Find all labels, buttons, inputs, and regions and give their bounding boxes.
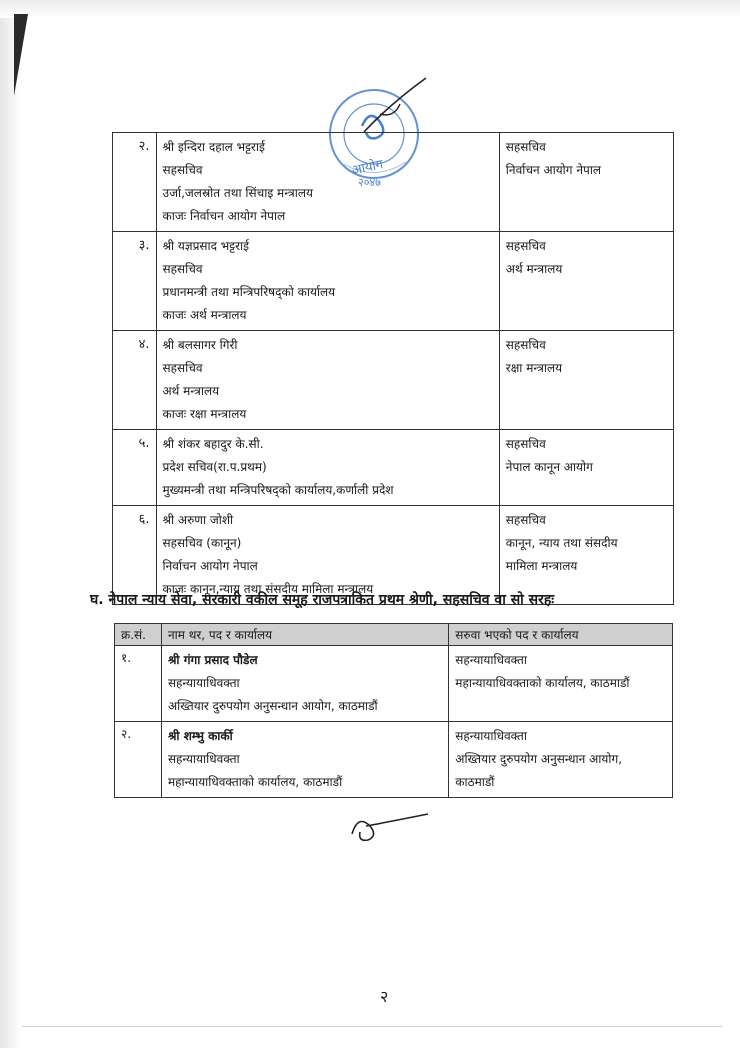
transferred-post-cell [449,722,673,798]
post-line: अर्थ मन्त्रालय [505,262,563,276]
name-post-office-cell [156,331,499,430]
detail-line: काजः कानून,न्याय तथा संसदीय मामिला मन्त्रालय [162,582,374,596]
table-body [115,646,673,798]
section-heading: घ. नेपाल न्याय सेवा, सरकारी वकील समूह राजपत्राकित प्रथम श्रेणी, सहसचिव वा सो सरहः [90,592,555,608]
detail-line: निर्वाचन आयोग नेपाल [162,559,258,573]
detail-line: काजः निर्वाचन आयोग नेपाल [162,209,286,223]
table-row [115,722,673,798]
detail-line: सहन्यायाधिवक्ता [167,676,240,690]
detail-line: प्रधानमन्त्री तथा मन्त्रिपरिषद्‌को कार्यालय [162,285,336,299]
transferred-post-cell [499,430,673,506]
page-corner-fold [14,14,28,96]
post-line: महान्यायाधिवक्ताको कार्यालय, काठमाडौं [455,676,630,690]
person-name: श्री यज्ञप्रसाद भट्टराई [162,239,250,253]
post-line: सहसचिव [505,437,546,451]
serial-number: २. [115,722,162,798]
table-row [115,646,673,722]
name-post-office-cell [156,133,499,232]
person-name: श्री शंकर बहादुर के.सी. [162,437,264,451]
detail-line: अख्तियार दुरुपयोग अनुसन्धान आयोग, काठमाडौं [167,699,378,713]
transferred-post-cell [449,646,673,722]
post-line: सहसचिव [505,239,546,253]
person-name: श्री बलसागर गिरी [162,338,238,352]
detail-line: सहन्यायाधिवक्ता [167,752,240,766]
table-row [113,331,674,430]
detail-line: सहसचिव (कानून) [162,536,242,550]
detail-line: सहसचिव [162,163,203,177]
detail-line: सहसचिव [162,361,203,375]
post-line: काठमाडौं [455,775,495,789]
person-name: श्री गंगा प्रसाद पौडेल [167,653,258,667]
table-body [113,133,674,605]
table-transfers-joint-secretary [112,132,674,605]
person-name: श्री शम्भु कार्की [167,729,233,743]
serial-number: ४. [113,331,157,430]
header-transferred-post-office: सरुवा भएको पद र कार्यालय [449,624,673,646]
transferred-post-cell [499,331,673,430]
table-transfers-legal-service [114,623,673,798]
detail-line: काजः अर्थ मन्त्रालय [162,308,247,322]
signature-bottom-icon [344,804,430,848]
post-line: नेपाल कानून आयोग [505,460,593,474]
transferred-post-cell [499,232,673,331]
serial-number: २. [113,133,157,232]
detail-line: उर्जा,जलस्रोत तथा सिंचाइ मन्त्रालय [162,186,313,200]
person-name: श्री अरुणा जोशी [162,513,234,527]
detail-line: अर्थ मन्त्रालय [162,384,220,398]
signature-top-icon [360,74,430,134]
post-line: सहन्यायाधिवक्ता [455,729,527,743]
table-row [113,232,674,331]
header-name-post-office: नाम थर, पद र कार्यालय [161,624,448,646]
post-line: रक्षा मन्त्रालय [505,361,563,375]
page-shadow [0,0,22,1048]
table-row [113,133,674,232]
svg-text:२०४७: २०४७ [358,176,381,189]
post-line: सहन्यायाधिवक्ता [455,653,527,667]
serial-number: १. [115,646,162,722]
post-line: निर्वाचन आयोग नेपाल [505,163,602,177]
page-shadow-top [0,0,740,18]
serial-number: ५. [113,430,157,506]
post-line: कानून, न्याय तथा संसदीय [505,536,618,550]
table-row [113,430,674,506]
post-line: सहसचिव [505,140,546,154]
name-post-office-cell [156,430,499,506]
svg-text:आयोग: आयोग [350,157,385,179]
serial-number: ३. [113,232,157,331]
page-number: २ [380,987,389,1006]
person-name: श्री इन्दिरा दहाल भट्टराई [162,140,265,154]
serial-number: ६. [113,506,157,605]
detail-line: मुख्यमन्त्री तथा मन्त्रिपरिषद्‌को कार्यालय,कर्णाली प्रदेश [162,483,394,497]
detail-line: सहसचिव [162,262,203,276]
detail-line: महान्यायाधिवक्ताको कार्यालय, काठमाडौं [167,775,343,789]
header-serial: क्र.सं. [115,624,162,646]
detail-line: काजः रक्षा मन्त्रालय [162,407,247,421]
detail-line: प्रदेश सचिव(रा.प.प्रथम) [162,460,267,474]
table-header-row [115,624,673,646]
page-bottom-edge [22,1026,722,1027]
name-post-office-cell [156,232,499,331]
transferred-post-cell [499,133,673,232]
post-line: अख्तियार दुरुपयोग अनुसन्धान आयोग, [455,752,623,766]
post-line: सहसचिव [505,338,546,352]
post-line: सहसचिव [505,513,546,527]
post-line: मामिला मन्त्रालय [505,559,578,573]
name-post-office-cell [161,646,448,722]
name-post-office-cell [161,722,448,798]
